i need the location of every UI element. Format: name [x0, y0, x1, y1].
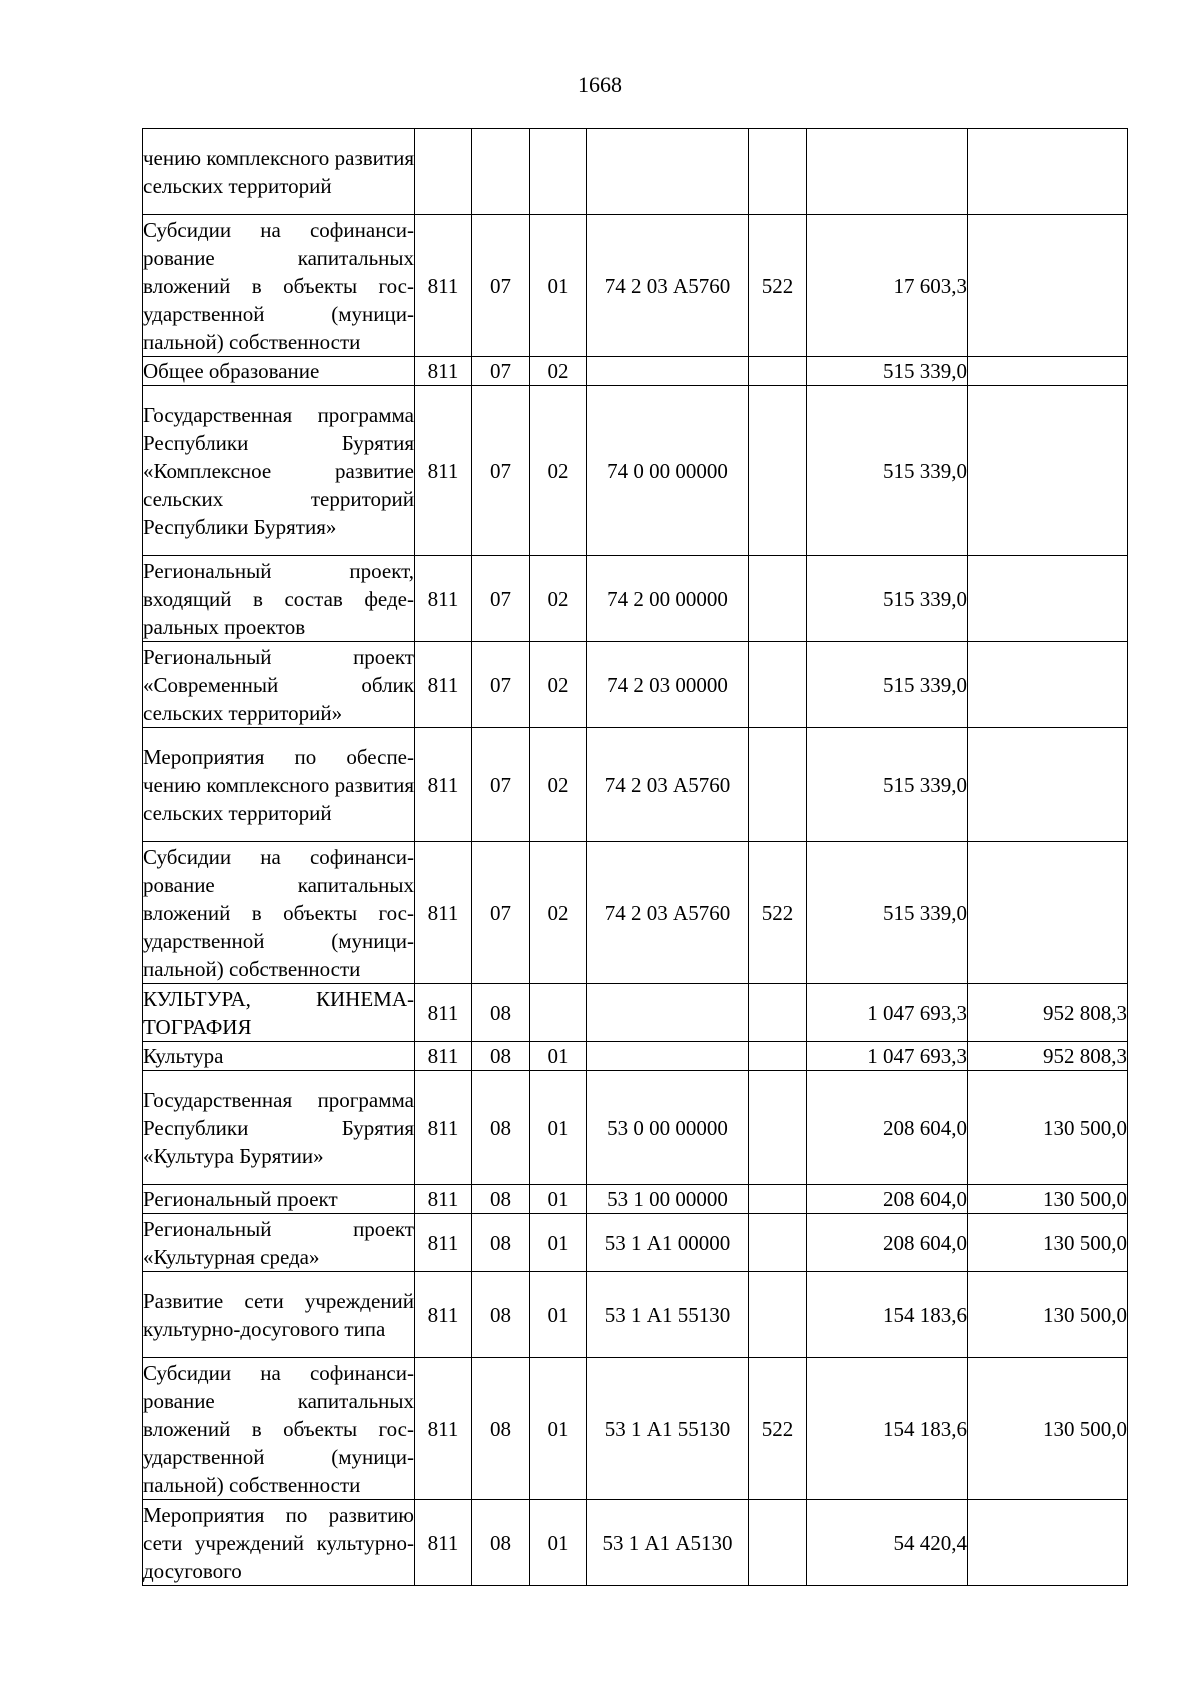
amount-cell: 154 183,6 — [807, 1358, 968, 1500]
grbs-code-cell: 811 — [415, 842, 472, 984]
section-code-cell: 07 — [472, 642, 530, 728]
federal-amount-cell: 130 500,0 — [968, 1272, 1128, 1358]
target-article-cell: 74 2 03 А5760 — [587, 728, 749, 842]
expense-type-cell — [749, 556, 807, 642]
section-code-cell: 08 — [472, 1358, 530, 1500]
section-code-cell: 07 — [472, 842, 530, 984]
table-row — [143, 215, 1128, 357]
federal-amount-cell: 130 500,0 — [968, 1214, 1128, 1272]
federal-amount-cell — [968, 357, 1128, 386]
target-article-cell: 53 1 А1 55130 — [587, 1272, 749, 1358]
federal-amount-cell — [968, 386, 1128, 556]
subsection-code-cell: 01 — [530, 1272, 587, 1358]
section-code-cell: 07 — [472, 386, 530, 556]
table-row — [143, 556, 1128, 642]
section-code-cell: 08 — [472, 984, 530, 1042]
expense-type-cell — [749, 1185, 807, 1214]
federal-amount-cell — [968, 642, 1128, 728]
subsection-code-cell: 01 — [530, 1185, 587, 1214]
subsection-code-cell: 01 — [530, 1500, 587, 1586]
grbs-code-cell: 811 — [415, 642, 472, 728]
table-row — [143, 642, 1128, 728]
grbs-code-cell: 811 — [415, 357, 472, 386]
target-article-cell: 53 1 00 00000 — [587, 1185, 749, 1214]
federal-amount-cell — [968, 842, 1128, 984]
item-name-cell: Субсидии на софинансирование капитальных вложений в объекты государственной (муниципальной) собственности — [143, 215, 415, 357]
amount-cell: 1 047 693,3 — [807, 1042, 968, 1071]
section-code-cell: 08 — [472, 1071, 530, 1185]
expense-type-cell: 522 — [749, 842, 807, 984]
subsection-code-cell: 01 — [530, 1214, 587, 1272]
table-row — [143, 386, 1128, 556]
item-name-cell: Общее образование — [143, 357, 415, 386]
table-row — [143, 1358, 1128, 1500]
federal-amount-cell — [968, 129, 1128, 215]
expense-type-cell — [749, 129, 807, 215]
federal-amount-cell — [968, 728, 1128, 842]
item-name-cell: Региональный проект «Современный облик сельских территорий» — [143, 642, 415, 728]
federal-amount-cell: 952 808,3 — [968, 1042, 1128, 1071]
item-name-cell: КУЛЬТУРА, КИНЕМАТОГРАФИЯ — [143, 984, 415, 1042]
subsection-code-cell: 01 — [530, 1358, 587, 1500]
amount-cell: 208 604,0 — [807, 1071, 968, 1185]
target-article-cell: 74 2 03 А5760 — [587, 215, 749, 357]
grbs-code-cell: 811 — [415, 1358, 472, 1500]
target-article-cell: 53 1 А1 55130 — [587, 1358, 749, 1500]
section-code-cell: 07 — [472, 215, 530, 357]
federal-amount-cell: 952 808,3 — [968, 984, 1128, 1042]
target-article-cell: 53 1 А1 А5130 — [587, 1500, 749, 1586]
target-article-cell — [587, 984, 749, 1042]
table-row — [143, 1185, 1128, 1214]
amount-cell: 154 183,6 — [807, 1272, 968, 1358]
item-name-cell: Государственная программа Республики Бурятия «Культура Бурятии» — [143, 1071, 415, 1185]
section-code-cell: 08 — [472, 1272, 530, 1358]
expense-type-cell — [749, 1071, 807, 1185]
subsection-code-cell: 01 — [530, 1071, 587, 1185]
table-row — [143, 1500, 1128, 1586]
expense-type-cell — [749, 728, 807, 842]
table-row — [143, 1272, 1128, 1358]
table-row — [143, 357, 1128, 386]
section-code-cell — [472, 129, 530, 215]
grbs-code-cell: 811 — [415, 215, 472, 357]
subsection-code-cell: 02 — [530, 728, 587, 842]
table-row — [143, 1042, 1128, 1071]
section-code-cell: 08 — [472, 1214, 530, 1272]
subsection-code-cell: 02 — [530, 556, 587, 642]
target-article-cell — [587, 357, 749, 386]
subsection-code-cell: 02 — [530, 357, 587, 386]
subsection-code-cell: 02 — [530, 642, 587, 728]
subsection-code-cell: 01 — [530, 215, 587, 357]
expense-type-cell — [749, 357, 807, 386]
item-name-cell: Субсидии на софинансирование капитальных вложений в объекты государственной (муниципальной) собственности — [143, 842, 415, 984]
section-code-cell: 07 — [472, 728, 530, 842]
grbs-code-cell: 811 — [415, 1214, 472, 1272]
grbs-code-cell: 811 — [415, 1185, 472, 1214]
section-code-cell: 07 — [472, 357, 530, 386]
amount-cell: 208 604,0 — [807, 1185, 968, 1214]
amount-cell: 17 603,3 — [807, 215, 968, 357]
expense-type-cell — [749, 1500, 807, 1586]
item-name-cell: Мероприятия по развитию сети учреждений культурно-досугового — [143, 1500, 415, 1586]
subsection-code-cell: 02 — [530, 842, 587, 984]
item-name-cell: Государственная программа Республики Бурятия «Комплексное развитие сельских территорий Республики Бурятия» — [143, 386, 415, 556]
grbs-code-cell: 811 — [415, 1500, 472, 1586]
table-row — [143, 1214, 1128, 1272]
amount-cell: 54 420,4 — [807, 1500, 968, 1586]
grbs-code-cell: 811 — [415, 556, 472, 642]
expense-type-cell — [749, 1272, 807, 1358]
target-article-cell: 74 0 00 00000 — [587, 386, 749, 556]
amount-cell: 1 047 693,3 — [807, 984, 968, 1042]
grbs-code-cell: 811 — [415, 984, 472, 1042]
item-name-cell: Региональный проект — [143, 1185, 415, 1214]
item-name-cell: Культура — [143, 1042, 415, 1071]
item-name-cell: Региональный проект, входящий в состав федеральных проектов — [143, 556, 415, 642]
subsection-code-cell: 01 — [530, 1042, 587, 1071]
grbs-code-cell — [415, 129, 472, 215]
amount-cell: 515 339,0 — [807, 642, 968, 728]
subsection-code-cell — [530, 129, 587, 215]
target-article-cell: 74 2 03 А5760 — [587, 842, 749, 984]
amount-cell: 515 339,0 — [807, 386, 968, 556]
grbs-code-cell: 811 — [415, 1272, 472, 1358]
expense-type-cell — [749, 1042, 807, 1071]
budget-table-body — [143, 129, 1128, 1586]
item-name-cell: Субсидии на софинансирование капитальных вложений в объекты государственной (муниципальной) собственности — [143, 1358, 415, 1500]
expense-type-cell: 522 — [749, 215, 807, 357]
table-row — [143, 842, 1128, 984]
grbs-code-cell: 811 — [415, 1071, 472, 1185]
item-name-cell: Региональный проект «Культурная среда» — [143, 1214, 415, 1272]
federal-amount-cell: 130 500,0 — [968, 1358, 1128, 1500]
target-article-cell — [587, 129, 749, 215]
amount-cell: 515 339,0 — [807, 556, 968, 642]
amount-cell: 208 604,0 — [807, 1214, 968, 1272]
federal-amount-cell: 130 500,0 — [968, 1071, 1128, 1185]
section-code-cell: 08 — [472, 1042, 530, 1071]
amount-cell: 515 339,0 — [807, 842, 968, 984]
section-code-cell: 08 — [472, 1500, 530, 1586]
grbs-code-cell: 811 — [415, 1042, 472, 1071]
subsection-code-cell: 02 — [530, 386, 587, 556]
expense-type-cell — [749, 1214, 807, 1272]
table-row — [143, 728, 1128, 842]
federal-amount-cell — [968, 1500, 1128, 1586]
target-article-cell: 74 2 00 00000 — [587, 556, 749, 642]
amount-cell — [807, 129, 968, 215]
federal-amount-cell — [968, 215, 1128, 357]
table-row — [143, 1071, 1128, 1185]
table-row — [143, 129, 1128, 215]
section-code-cell: 08 — [472, 1185, 530, 1214]
expense-type-cell — [749, 386, 807, 556]
expense-type-cell: 522 — [749, 1358, 807, 1500]
grbs-code-cell: 811 — [415, 728, 472, 842]
grbs-code-cell: 811 — [415, 386, 472, 556]
amount-cell: 515 339,0 — [807, 357, 968, 386]
table-row — [143, 984, 1128, 1042]
target-article-cell: 74 2 03 00000 — [587, 642, 749, 728]
item-name-cell: Развитие сети учреждений культурно-досугового типа — [143, 1272, 415, 1358]
item-name-cell: Мероприятия по обеспечению комплексного развития сельских территорий — [143, 728, 415, 842]
subsection-code-cell — [530, 984, 587, 1042]
target-article-cell: 53 1 А1 00000 — [587, 1214, 749, 1272]
amount-cell: 515 339,0 — [807, 728, 968, 842]
target-article-cell: 53 0 00 00000 — [587, 1071, 749, 1185]
target-article-cell — [587, 1042, 749, 1071]
item-name-cell: чению комплексного развития сельских территорий — [143, 129, 415, 215]
federal-amount-cell: 130 500,0 — [968, 1185, 1128, 1214]
section-code-cell: 07 — [472, 556, 530, 642]
page-number: 1668 — [578, 72, 622, 97]
expense-type-cell — [749, 984, 807, 1042]
budget-table — [142, 128, 1128, 1586]
expense-type-cell — [749, 642, 807, 728]
federal-amount-cell — [968, 556, 1128, 642]
